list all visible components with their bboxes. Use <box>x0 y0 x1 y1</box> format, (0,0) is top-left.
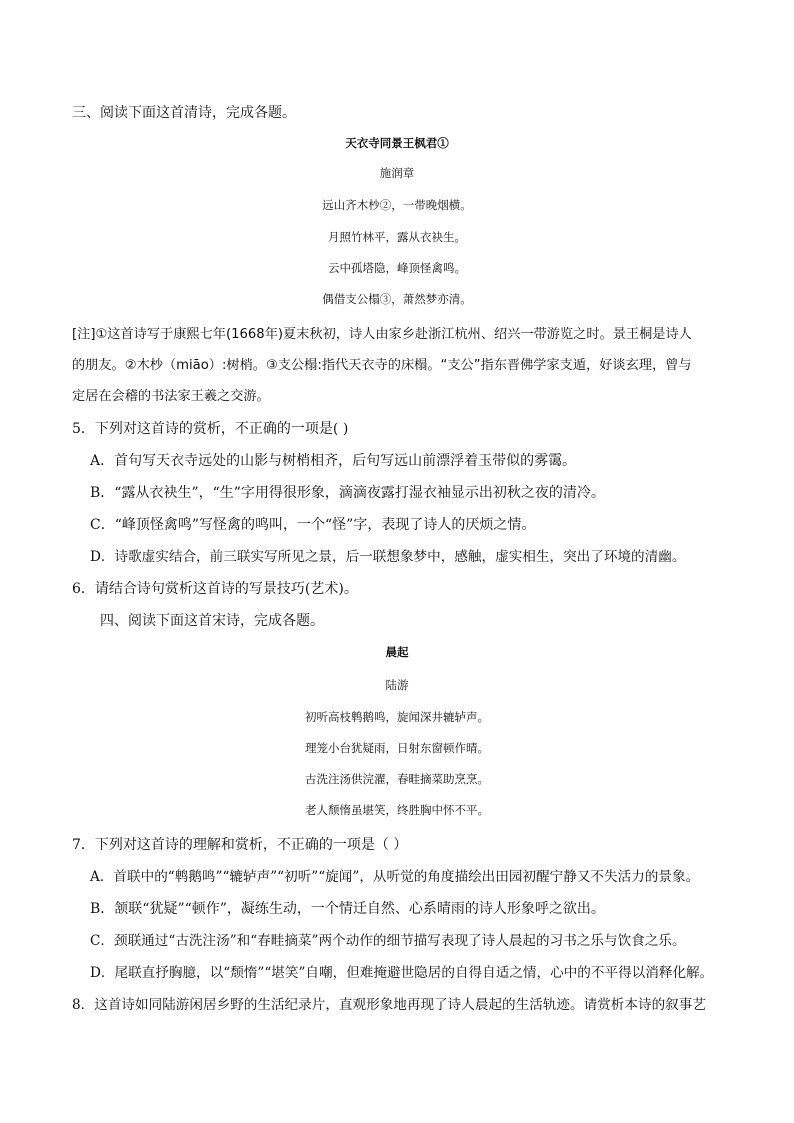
poem1-title: 天衣寺同景王枫君① <box>345 136 449 150</box>
q5-option-d: D．诗歌虚实结合，前三联实写所见之景，后一联想象梦中，感触，虚实相生，突出了环境的清幽。 <box>90 549 686 565</box>
q7-stem: 7．下列对这首诗的理解和赏析，不正确的一项是（ ） <box>72 837 408 853</box>
poem2-line-1: 初听高枝鹎鹅鸣，旋闻深井辘轳声。 <box>305 710 489 724</box>
poem1-line-4: 偶借支公榻③，萧然梦亦清。 <box>322 292 472 306</box>
poem2-line-3: 古洗注汤供浣濯，春畦摘菜助烹烹。 <box>305 772 489 786</box>
q6-question: 6．请结合诗句赏析这首诗的写景技巧(艺术)。 <box>72 581 358 597</box>
section4-heading: 四、阅读下面这首宋诗，完成各题。 <box>100 613 324 629</box>
q7-option-b: B．颔联“犹疑”“顿作”，凝练生动，一个情迁自然、心系晴雨的诗人形象呼之欲出。 <box>90 901 605 917</box>
poem1-note-line-3: 定居在会稽的书法家王羲之交游。 <box>72 389 270 404</box>
q5-option-c: C．“峰顶怪禽鸣”写怪禽的鸣叫，一个“怪”字，表现了诗人的厌烦之情。 <box>90 517 536 533</box>
poem2-author: 陆游 <box>385 678 409 692</box>
q8-question: 8．这首诗如同陆游闲居乡野的生活纪录片，直观形象地再现了诗人晨起的生活轨迹。请赏析本诗的叙事艺 <box>72 997 706 1013</box>
poem2-line-2: 理笼小台犹疑雨，日射东窗顿作晴。 <box>305 741 489 755</box>
q5-option-b: B．“露从衣袂生”，“生”字用得很形象，滴滴夜露打湿衣袖显示出初秋之夜的清冷。 <box>90 485 605 501</box>
poem1-note-line-1: [注]①这首诗写于康熙七年(1668年)夏末秋初，诗人由家乡赴浙江杭州、绍兴一带游览之时。景王桐是诗人 <box>72 327 692 342</box>
q5-option-a: A．首句写天衣寺远处的山影与树梢相齐，后句写远山前漂浮着玉带似的雾霭。 <box>90 453 577 469</box>
poem1-note-line-2: 的朋友。②木杪（miāo）:树梢。③支公榻:指代天衣寺的床榻。“支公”指东晋佛学家支遁，好谈玄理，曾与 <box>72 358 692 373</box>
poem1-author: 施润章 <box>379 166 415 180</box>
poem1-line-3: 云中孤塔隐，峰顶怪禽鸣。 <box>328 261 466 275</box>
poem2-title: 晨起 <box>385 645 409 659</box>
q7-option-d: D．尾联直抒胸臆，以“颓惰”“堪笑”自嘲，但难掩避世隐居的自得自适之情，心中的不平得以消释化解。 <box>90 965 714 981</box>
section3-heading: 三、阅读下面这首清诗，完成各题。 <box>72 105 296 121</box>
q5-stem: 5．下列对这首诗的赏析，不正确的一项是( ) <box>72 421 349 437</box>
poem1-line-2: 月照竹林平，露从衣袂生。 <box>328 230 466 244</box>
q7-option-a: A．首联中的“鹎鹅鸣”“辘轳声”“初听”“旋闻”，从听觉的角度描绘出田园初醒宁静又不失活力的景象。 <box>90 869 700 885</box>
q7-option-c: C．颈联通过“古洗注汤”和“春畦摘菜”两个动作的细节描写表现了诗人晨起的习书之乐与饮食之乐。 <box>90 933 686 949</box>
poem2-line-4: 老人颓惰虽堪笑，终胜胸中怀不平。 <box>305 803 489 817</box>
poem1-line-1: 远山齐木杪②，一带晚烟横。 <box>322 198 472 212</box>
